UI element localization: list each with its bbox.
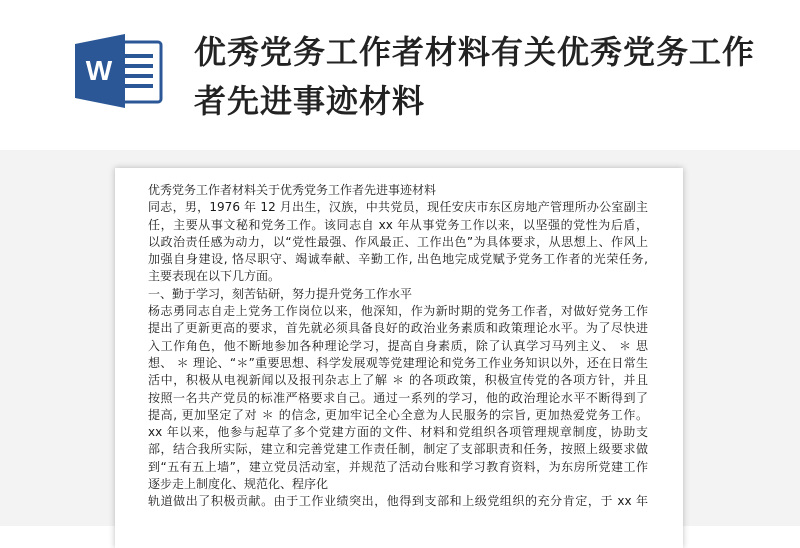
body-line: 提出了更新更高的要求，首先就必须具备良好的政治业务素质和政策理论水平。为了尽快进	[148, 321, 648, 336]
body-line: 杨志勇同志自走上党务工作岗位以来，他深知，作为新时期的党务工作者，对做好党务工作	[148, 304, 648, 319]
body-line: xx 年以来，他参与起草了多个党建方面的文件、材料和党组织各项管理规章制度，协助支	[148, 425, 648, 440]
document-title: 优秀党务工作者材料有关优秀党务工作者先进事迹材料	[194, 33, 756, 120]
header-banner	[0, 0, 800, 150]
body-line: 提高, 更加坚定了对 ＊ 的信念, 更加牢记全心全意为人民服务的宗旨, 更加热爱党务工作。	[148, 407, 648, 422]
body-line: 逐步走上制度化、规范化、程序化	[148, 477, 329, 492]
body-line: 活中，积极从电视新闻以及报刊杂志上了解 ＊ 的各项政策，积极宣传党的各项方针，并且	[148, 373, 648, 388]
document-subtitle: 优秀党务工作者材料关于优秀党务工作者先进事迹材料	[148, 183, 437, 197]
body-line: 入工作角色，他不断地参加各种理论学习，提高自身素质，除了认真学习马列主义、 ＊ 思	[148, 338, 648, 353]
body-line: 想、 ＊ 理论、“＊”重要思想、科学发展观等党建理论和党务工作业务知识以外，还在日常生	[148, 355, 648, 370]
body-line: 同志，男，1976 年 12 月出生，汉族，中共党员，现任安庆市东区房地产管理所办公室副主	[148, 200, 648, 215]
body-line: 到“五有五上墙”，建立党员活动室，并规范了活动台账和学习教育资料，为东房所党建工作	[148, 459, 648, 474]
body-line: 按照一名共产党员的标准严格要求自己。通过一系列的学习，他的政治理论水平不断得到了	[148, 390, 648, 405]
document-body	[148, 182, 648, 511]
body-line: 部，结合我所实际，建立和完善党建工作责任制，制定了支部职责和任务，按照上级要求做	[148, 442, 648, 457]
body-line: 轨道做出了积极贡献。由于工作业绩突出，他得到支部和上级党组织的充分肯定，于 xx 年	[148, 494, 648, 509]
section-heading: 一、勤于学习，刻苦钻研，努力提升党务工作水平	[148, 286, 413, 301]
word-icon-letter: W	[85, 55, 113, 86]
body-line: 以政治责任感为动力，以“党性最强、作风最正、工作出色”为具体要求，从思想上、作风上	[148, 234, 648, 249]
body-line: 任，主要从事文秘和党务工作。该同志自 xx 年从事党务工作以来，以坚强的党性为后盾，	[148, 217, 648, 232]
word-icon	[75, 34, 163, 108]
document-page	[115, 168, 683, 548]
body-line: 加强自身建设, 恪尽职守、竭诚奉献、辛勤工作, 出色地完成党赋予党务工作者的光荣任务,	[148, 252, 648, 267]
body-line: 主要表现在以下几方面。	[148, 269, 281, 284]
